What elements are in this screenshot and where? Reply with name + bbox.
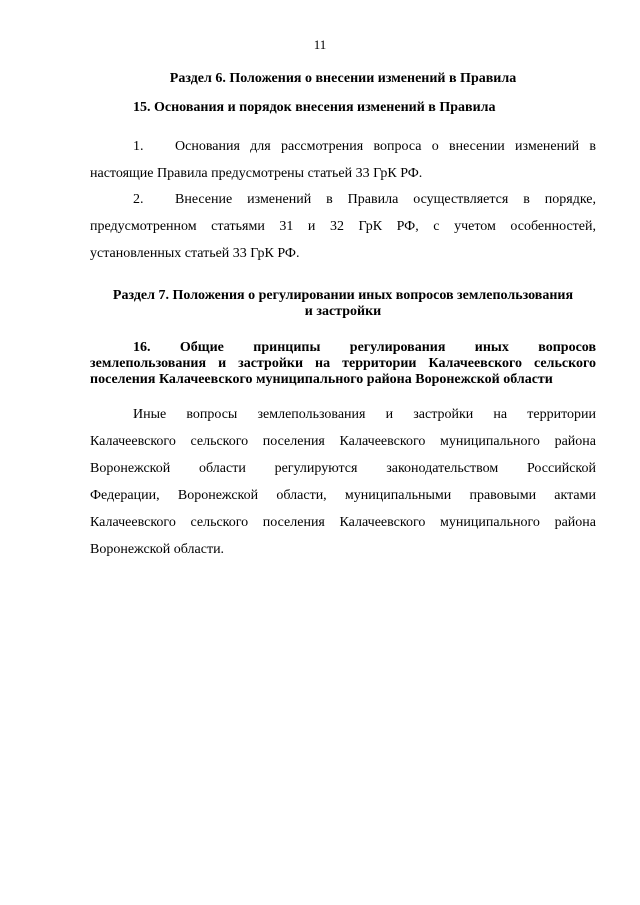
item-number: 2. [133,192,144,207]
section-7-heading-line: и застройки [304,304,382,319]
article-16-heading-line: поселения Калачеевского муниципального района Воронежской области [90,372,553,387]
article-15-item-2 [90,186,596,267]
page-number: 11 [313,37,327,52]
item-text-line: Основания для рассмотрения вопроса о внесении изменений в [175,139,596,154]
article-15-heading: 15. Основания и порядок внесения изменений в Правила [133,100,496,115]
article-15-item-1 [90,133,596,187]
body-text-line: Воронежской области регулируются законодательством Российской [90,461,596,476]
item-text-line: Внесение изменений в Правила осуществляется в порядке, [175,192,596,207]
article-16-body [90,401,596,563]
article-16-heading [90,340,596,388]
body-text-line: Воронежской области. [90,542,225,557]
article-16-heading-line: землепользования и застройки на территории Калачеевского сельского [90,356,596,371]
item-number: 1. [133,139,144,154]
item-text-line: установленных статьей 33 ГрК РФ. [90,246,300,261]
section-7-heading-line: Раздел 7. Положения о регулировании иных вопросов землепользования [112,288,574,303]
item-text-line: настоящие Правила предусмотрены статьей 33 ГрК РФ. [90,166,423,181]
section-6-heading: Раздел 6. Положения о внесении изменений в Правила [169,71,517,86]
body-text-line: Иные вопросы землепользования и застройки на территории [133,407,596,422]
section-7-heading [90,288,596,320]
body-text-line: Калачеевского сельского поселения Калачеевского муниципального района [90,515,596,530]
body-text-line: Калачеевского сельского поселения Калачеевского муниципального района [90,434,596,449]
body-text-line: Федерации, Воронежской области, муниципальными правовыми актами [90,488,596,503]
article-16-heading-line: 16. Общие принципы регулирования иных вопросов [133,340,596,355]
item-text-line: предусмотренном статьями 31 и 32 ГрК РФ, с учетом особенностей, [90,219,596,234]
